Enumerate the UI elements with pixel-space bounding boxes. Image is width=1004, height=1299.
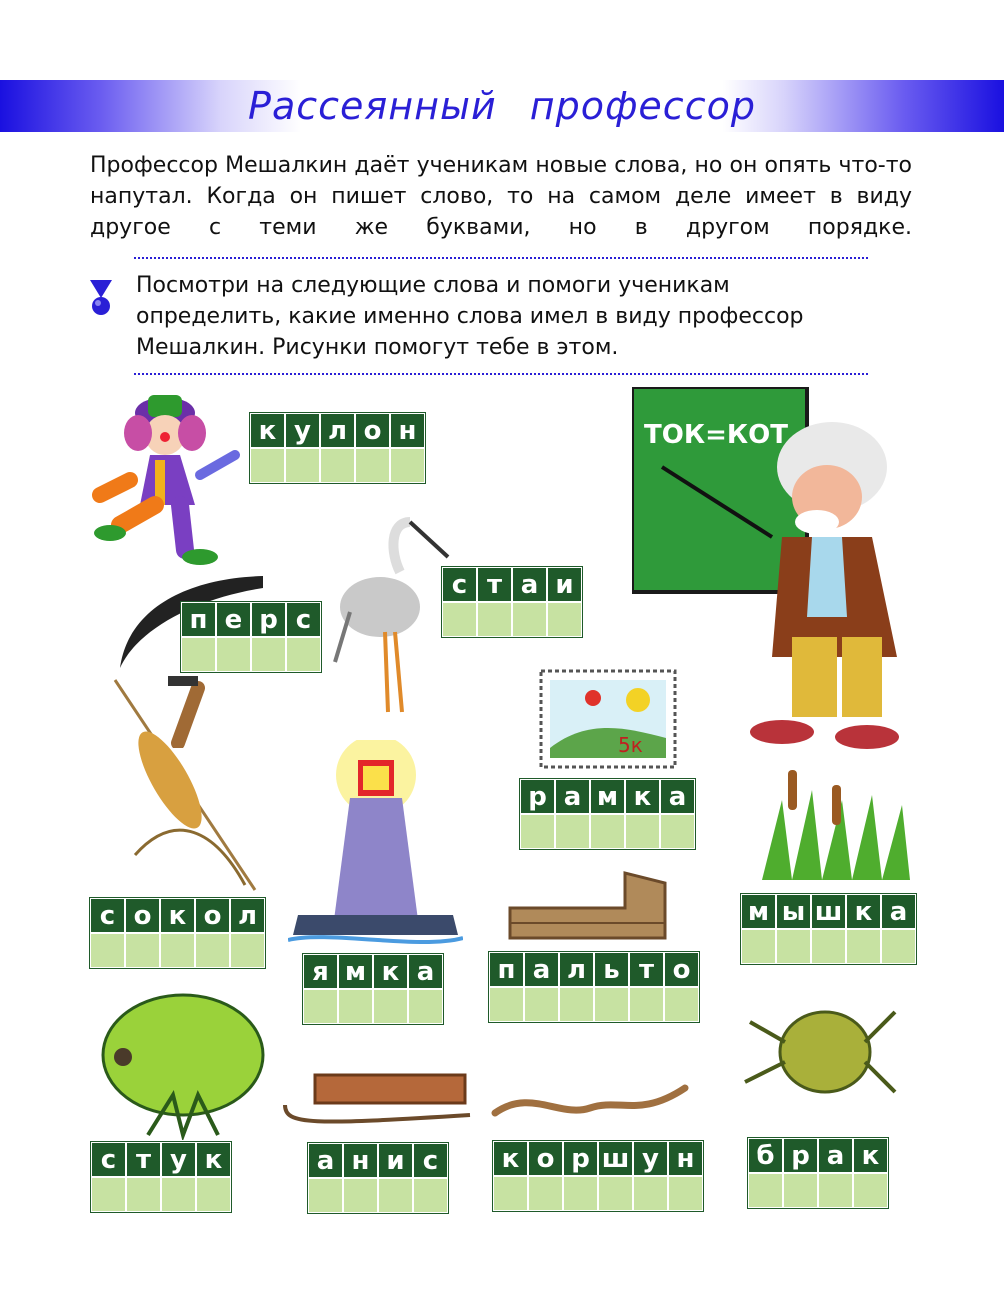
answer-cell[interactable] [90,933,125,968]
letter-cell: м [741,894,776,929]
answer-cell[interactable] [230,933,265,968]
wheat-picture [95,670,265,895]
answer-cell[interactable] [343,1178,378,1213]
divider-bottom [134,373,868,375]
answer-cell[interactable] [286,637,321,672]
answer-cell[interactable] [91,1177,126,1212]
letter-cell: к [625,779,660,814]
letter-cell: р [520,779,555,814]
answer-row [91,1177,231,1212]
sled-picture [280,1065,475,1135]
letter-cell: н [668,1141,703,1176]
snake-picture [490,1078,690,1128]
letter-row [442,567,582,602]
stamp-picture [538,668,678,770]
letter-cell: с [90,898,125,933]
answer-cell[interactable] [489,987,524,1022]
task-text: Посмотри на следующие слова и помоги ученикам определить, какие именно слова имел в виду профессор Мешалкин. Рисунки помогут тебе в этом. [136,273,804,360]
puzzle-sokol [89,897,266,969]
answer-cell[interactable] [524,987,559,1022]
page-title: Рассеянный профессор [248,84,756,128]
letter-cell: п [181,602,216,637]
answer-cell[interactable] [378,1178,413,1213]
answer-cell[interactable] [559,987,594,1022]
answer-cell[interactable] [664,987,699,1022]
puzzle-korshun [492,1140,704,1212]
letter-cell: а [512,567,547,602]
answer-cell[interactable] [355,448,390,483]
puzzle-palto [488,951,700,1023]
answer-cell[interactable] [741,929,776,964]
puzzle-yamka [302,953,444,1025]
letter-cell: с [286,602,321,637]
letter-row [520,779,695,814]
answer-cell[interactable] [493,1176,528,1211]
letter-cell: ь [594,952,629,987]
letter-cell: л [230,898,265,933]
puzzle-anis [307,1142,449,1214]
letter-cell: о [528,1141,563,1176]
puzzle-kulon [249,412,426,484]
letter-cell: р [563,1141,598,1176]
letter-cell: к [196,1142,231,1177]
answer-cell[interactable] [250,448,285,483]
letter-cell: а [408,954,443,989]
answer-row [741,929,916,964]
letter-row [303,954,443,989]
letter-cell: к [373,954,408,989]
letter-cell: с [413,1143,448,1178]
letter-cell: р [783,1138,818,1173]
answer-cell[interactable] [125,933,160,968]
puzzle-pers [180,601,322,673]
answer-cell[interactable] [408,989,443,1024]
letter-cell: т [126,1142,161,1177]
answer-cell[interactable] [594,987,629,1022]
answer-cell[interactable] [196,1177,231,1212]
letter-cell: ш [811,894,846,929]
answer-cell[interactable] [783,1173,818,1208]
letter-cell: к [493,1141,528,1176]
answer-cell[interactable] [598,1176,633,1211]
answer-row [748,1173,888,1208]
letter-cell: о [664,952,699,987]
answer-cell[interactable] [528,1176,563,1211]
letter-cell: ш [598,1141,633,1176]
answer-cell[interactable] [390,448,425,483]
answer-cell[interactable] [633,1176,668,1211]
heron-picture [330,512,450,722]
answer-cell[interactable] [285,448,320,483]
answer-cell[interactable] [547,602,582,637]
answer-cell[interactable] [216,637,251,672]
letter-cell: я [303,954,338,989]
puzzle-ramka [519,778,696,850]
reeds-picture [752,760,917,885]
letter-cell: у [161,1142,196,1177]
letter-row [91,1142,231,1177]
letter-row [90,898,265,933]
stamp-text: 5к [618,733,643,757]
letter-cell: к [846,894,881,929]
board-text: ТОК=КОТ [644,420,788,450]
letter-cell: а [818,1138,853,1173]
answer-cell[interactable] [126,1177,161,1212]
letter-cell: о [195,898,230,933]
letter-cell: а [308,1143,343,1178]
clown-picture [90,385,245,570]
answer-cell[interactable] [776,929,811,964]
puzzle-brak [747,1137,889,1209]
answer-row [520,814,695,849]
answer-cell[interactable] [668,1176,703,1211]
letter-cell: у [285,413,320,448]
answer-cell[interactable] [512,602,547,637]
answer-cell[interactable] [660,814,695,849]
letter-cell: к [160,898,195,933]
letter-row [308,1143,448,1178]
letter-cell: к [853,1138,888,1173]
letter-cell: м [338,954,373,989]
letter-cell: а [660,779,695,814]
answer-cell[interactable] [161,1177,196,1212]
answer-cell[interactable] [308,1178,343,1213]
letter-row [250,413,425,448]
answer-cell[interactable] [881,929,916,964]
task-marker-icon [88,278,114,316]
letter-row [489,952,699,987]
letter-cell: и [378,1143,413,1178]
answer-cell[interactable] [629,987,664,1022]
puzzle-myshka [740,893,917,965]
answer-cell[interactable] [818,1173,853,1208]
letter-row [493,1141,703,1176]
puzzle-stai [441,566,583,638]
letter-row [741,894,916,929]
letter-cell: т [477,567,512,602]
answer-cell[interactable] [303,989,338,1024]
answer-row [181,637,321,672]
answer-cell[interactable] [373,989,408,1024]
crab-picture [735,972,905,1122]
letter-cell: с [442,567,477,602]
letter-cell: а [881,894,916,929]
letter-cell: о [355,413,390,448]
letter-cell: л [320,413,355,448]
answer-row [489,987,699,1022]
letter-cell: а [524,952,559,987]
letter-cell: п [489,952,524,987]
letter-cell: а [555,779,590,814]
answer-cell[interactable] [520,814,555,849]
letter-cell: т [629,952,664,987]
answer-row [442,602,582,637]
letter-cell: о [125,898,160,933]
letter-row [181,602,321,637]
letter-cell: л [559,952,594,987]
letter-cell: и [547,567,582,602]
answer-cell[interactable] [442,602,477,637]
answer-cell[interactable] [413,1178,448,1213]
answer-row [308,1178,448,1213]
letter-cell: к [250,413,285,448]
bush-picture [88,985,273,1140]
letter-cell: м [590,779,625,814]
letter-cell: р [251,602,286,637]
answer-cell[interactable] [625,814,660,849]
answer-row [493,1176,703,1211]
letter-cell: н [390,413,425,448]
answer-row [303,989,443,1024]
lighthouse-picture [288,740,463,945]
answer-cell[interactable] [251,637,286,672]
answer-row [90,933,265,968]
answer-row [250,448,425,483]
answer-cell[interactable] [555,814,590,849]
answer-cell[interactable] [320,448,355,483]
letter-cell: е [216,602,251,637]
answer-cell[interactable] [338,989,373,1024]
letter-cell: у [633,1141,668,1176]
divider-top [134,257,868,259]
answer-cell[interactable] [590,814,625,849]
letter-cell: н [343,1143,378,1178]
answer-cell[interactable] [563,1176,598,1211]
puzzle-stuk [90,1141,232,1213]
answer-cell[interactable] [853,1173,888,1208]
answer-cell[interactable] [846,929,881,964]
letter-cell: б [748,1138,783,1173]
letter-row [748,1138,888,1173]
answer-cell[interactable] [195,933,230,968]
answer-cell[interactable] [811,929,846,964]
basket-picture [505,868,670,948]
answer-cell[interactable] [181,637,216,672]
intro-text: Профессор Мешалкин даёт ученикам новые слова, но он опять что-то напутал. Когда он пишет слово, то на самом деле имеет в виду другое с теми же буквами, но в другом порядке. [90,153,912,240]
letter-cell: с [91,1142,126,1177]
answer-cell[interactable] [748,1173,783,1208]
letter-cell: ы [776,894,811,929]
answer-cell[interactable] [160,933,195,968]
answer-cell[interactable] [477,602,512,637]
